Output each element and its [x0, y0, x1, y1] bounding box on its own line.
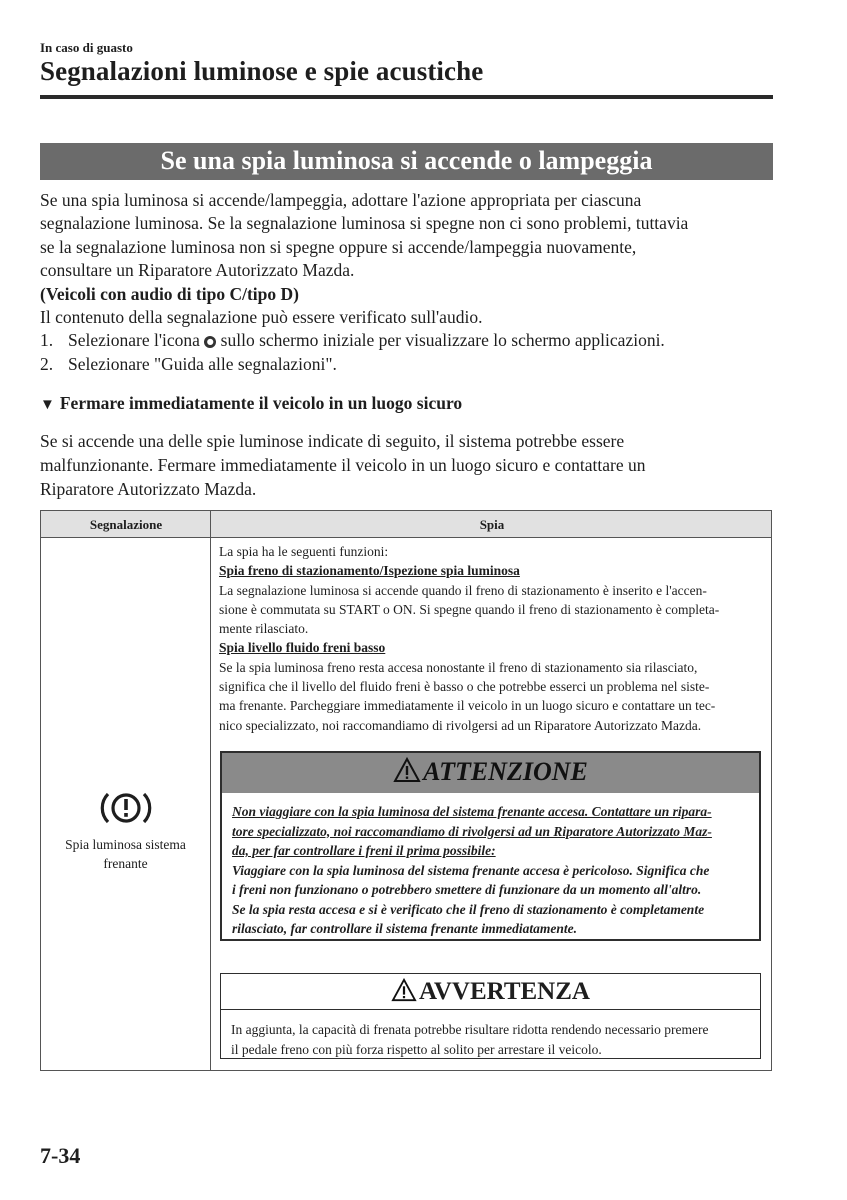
subheading-intro [40, 429, 780, 501]
attenzione-body [232, 802, 752, 939]
description-cell [219, 542, 764, 735]
list-item [40, 353, 780, 376]
description-intro: La spia ha le seguenti funzioni: [219, 544, 389, 559]
attenzione-line: Non viaggiare con la spia luminosa del sistema frenante accesa. Contattare un ripara- [232, 804, 712, 819]
section-label: In caso di guasto [40, 40, 133, 55]
intro-line: segnalazione luminosa. Se la segnalazione luminosa si spegne non ci sono problemi, tuttavia [40, 213, 689, 234]
function-heading-parking: Spia freno di stazionamento/Ispezione spia luminosa [219, 563, 520, 579]
description-line: ma frenante. Parcheggiare immediatamente il veicolo in un luogo sicuro e contattare un tec- [219, 698, 716, 714]
section-banner: Se una spia luminosa si accende o lampeggia [40, 143, 773, 180]
warning-triangle-icon [391, 978, 417, 1002]
list-number: 2. [40, 353, 54, 374]
step-text-after: sullo schermo iniziale per visualizzare lo schermo applicazioni. [216, 330, 665, 351]
attenzione-line: rilasciato, far controllare il sistema frenante immediatamente. [232, 921, 577, 936]
function-heading-fluid: Spia livello fluido freni basso [219, 640, 386, 656]
attenzione-line: da, per far controllare i freni il prima possibile: [232, 843, 496, 858]
content-note: Il contenuto della segnalazione può essere verificato sull'audio. [40, 307, 483, 328]
intro-line: Se una spia luminosa si accende/lampeggia, adottare l'azione appropriata per ciascuna [40, 190, 642, 210]
intro-text [40, 189, 780, 376]
warning-triangle-icon [393, 757, 421, 783]
attenzione-header [222, 753, 759, 793]
warning-light-table [40, 510, 772, 1071]
description-line: nico specializzato, noi raccomandiamo di rivolgersi ad un Riparatore Autorizzato Mazda. [219, 717, 702, 733]
attenzione-line: Viaggiare con la spia luminosa del sistema frenante accesa è pericoloso. Significa che [232, 862, 710, 878]
column-header-spia: Spia [479, 517, 505, 532]
intro-line: se la segnalazione luminosa non si spegne oppure si accende/lampeggia nuovamente, [40, 236, 637, 257]
page-title: Segnalazioni luminose e spie acustiche [40, 56, 484, 86]
brake-warning-icon [98, 788, 154, 828]
list-text [68, 329, 665, 352]
avvertenza-header [221, 974, 760, 1010]
attenzione-box [220, 751, 761, 941]
signal-cell [41, 538, 210, 1070]
attenzione-line: tore specializzato, noi raccomandiamo di rivolgersi ad un Riparatore Autorizzato Maz- [232, 823, 712, 839]
list-number: 1. [40, 330, 54, 351]
subheading-text: Fermare immediatamente il veicolo in un luogo sicuro [59, 393, 463, 413]
avvertenza-box [220, 973, 761, 1059]
description-line: mente rilasciato. [219, 621, 309, 637]
intro-line: malfunzionante. Fermare immediatamente il veicolo in un luogo sicuro e contattare un [40, 455, 646, 475]
avvertenza-body [231, 1020, 751, 1059]
step-text-before: Selezionare l'icona [68, 330, 205, 351]
list-item [40, 329, 780, 352]
page-number: 7-34 [40, 1143, 81, 1168]
description-line: significa che il livello del fluido freni è basso o che potrebbe esserci un problema nel siste- [219, 679, 710, 695]
attenzione-line: i freni non funzionano o potrebbero smettere di funzionare da un momento all'altro. [232, 882, 702, 897]
table-header-row [41, 511, 771, 538]
applications-icon: ● [204, 336, 216, 348]
list-text: Selezionare "Guida alle segnalazioni". [68, 353, 337, 374]
column-header-segnalazione: Segnalazione [89, 517, 163, 532]
intro-line: consultare un Riparatore Autorizzato Mazda. [40, 260, 355, 281]
attenzione-title: ATTENZIONE [423, 757, 588, 786]
avvertenza-line: il pedale freno con più forza rispetto al solito per arrestare il veicolo. [231, 1041, 602, 1057]
triangle-down-icon: ▼ [40, 397, 55, 413]
intro-line: Riparatore Autorizzato Mazda. [40, 479, 257, 499]
icon-caption: Spia luminosa sistema frenante [65, 837, 186, 871]
attenzione-line: Se la spia resta accesa e si è verificato che il freno di stazionamento è completamente [232, 901, 705, 917]
avvertenza-title: AVVERTENZA [419, 978, 590, 1005]
description-line: Se la spia luminosa freno resta accesa nonostante il freno di stazionamento sia rilasciato, [219, 659, 698, 675]
subheading [40, 393, 462, 414]
vehicles-note: (Veicoli con audio di tipo C/tipo D) [40, 283, 299, 304]
column-divider [210, 511, 211, 1070]
intro-line: Se si accende una delle spie luminose indicate di seguito, il sistema potrebbe essere [40, 431, 625, 451]
title-rule [40, 95, 773, 99]
description-line: sione è commutata su START o ON. Si spegne quando il freno di stazionamento è completa- [219, 601, 720, 617]
description-line: La segnalazione luminosa si accende quando il freno di stazionamento è inserito e l'accen- [219, 582, 707, 598]
avvertenza-line: In aggiunta, la capacità di frenata potrebbe risultare ridotta rendendo necessario premere [231, 1022, 709, 1037]
